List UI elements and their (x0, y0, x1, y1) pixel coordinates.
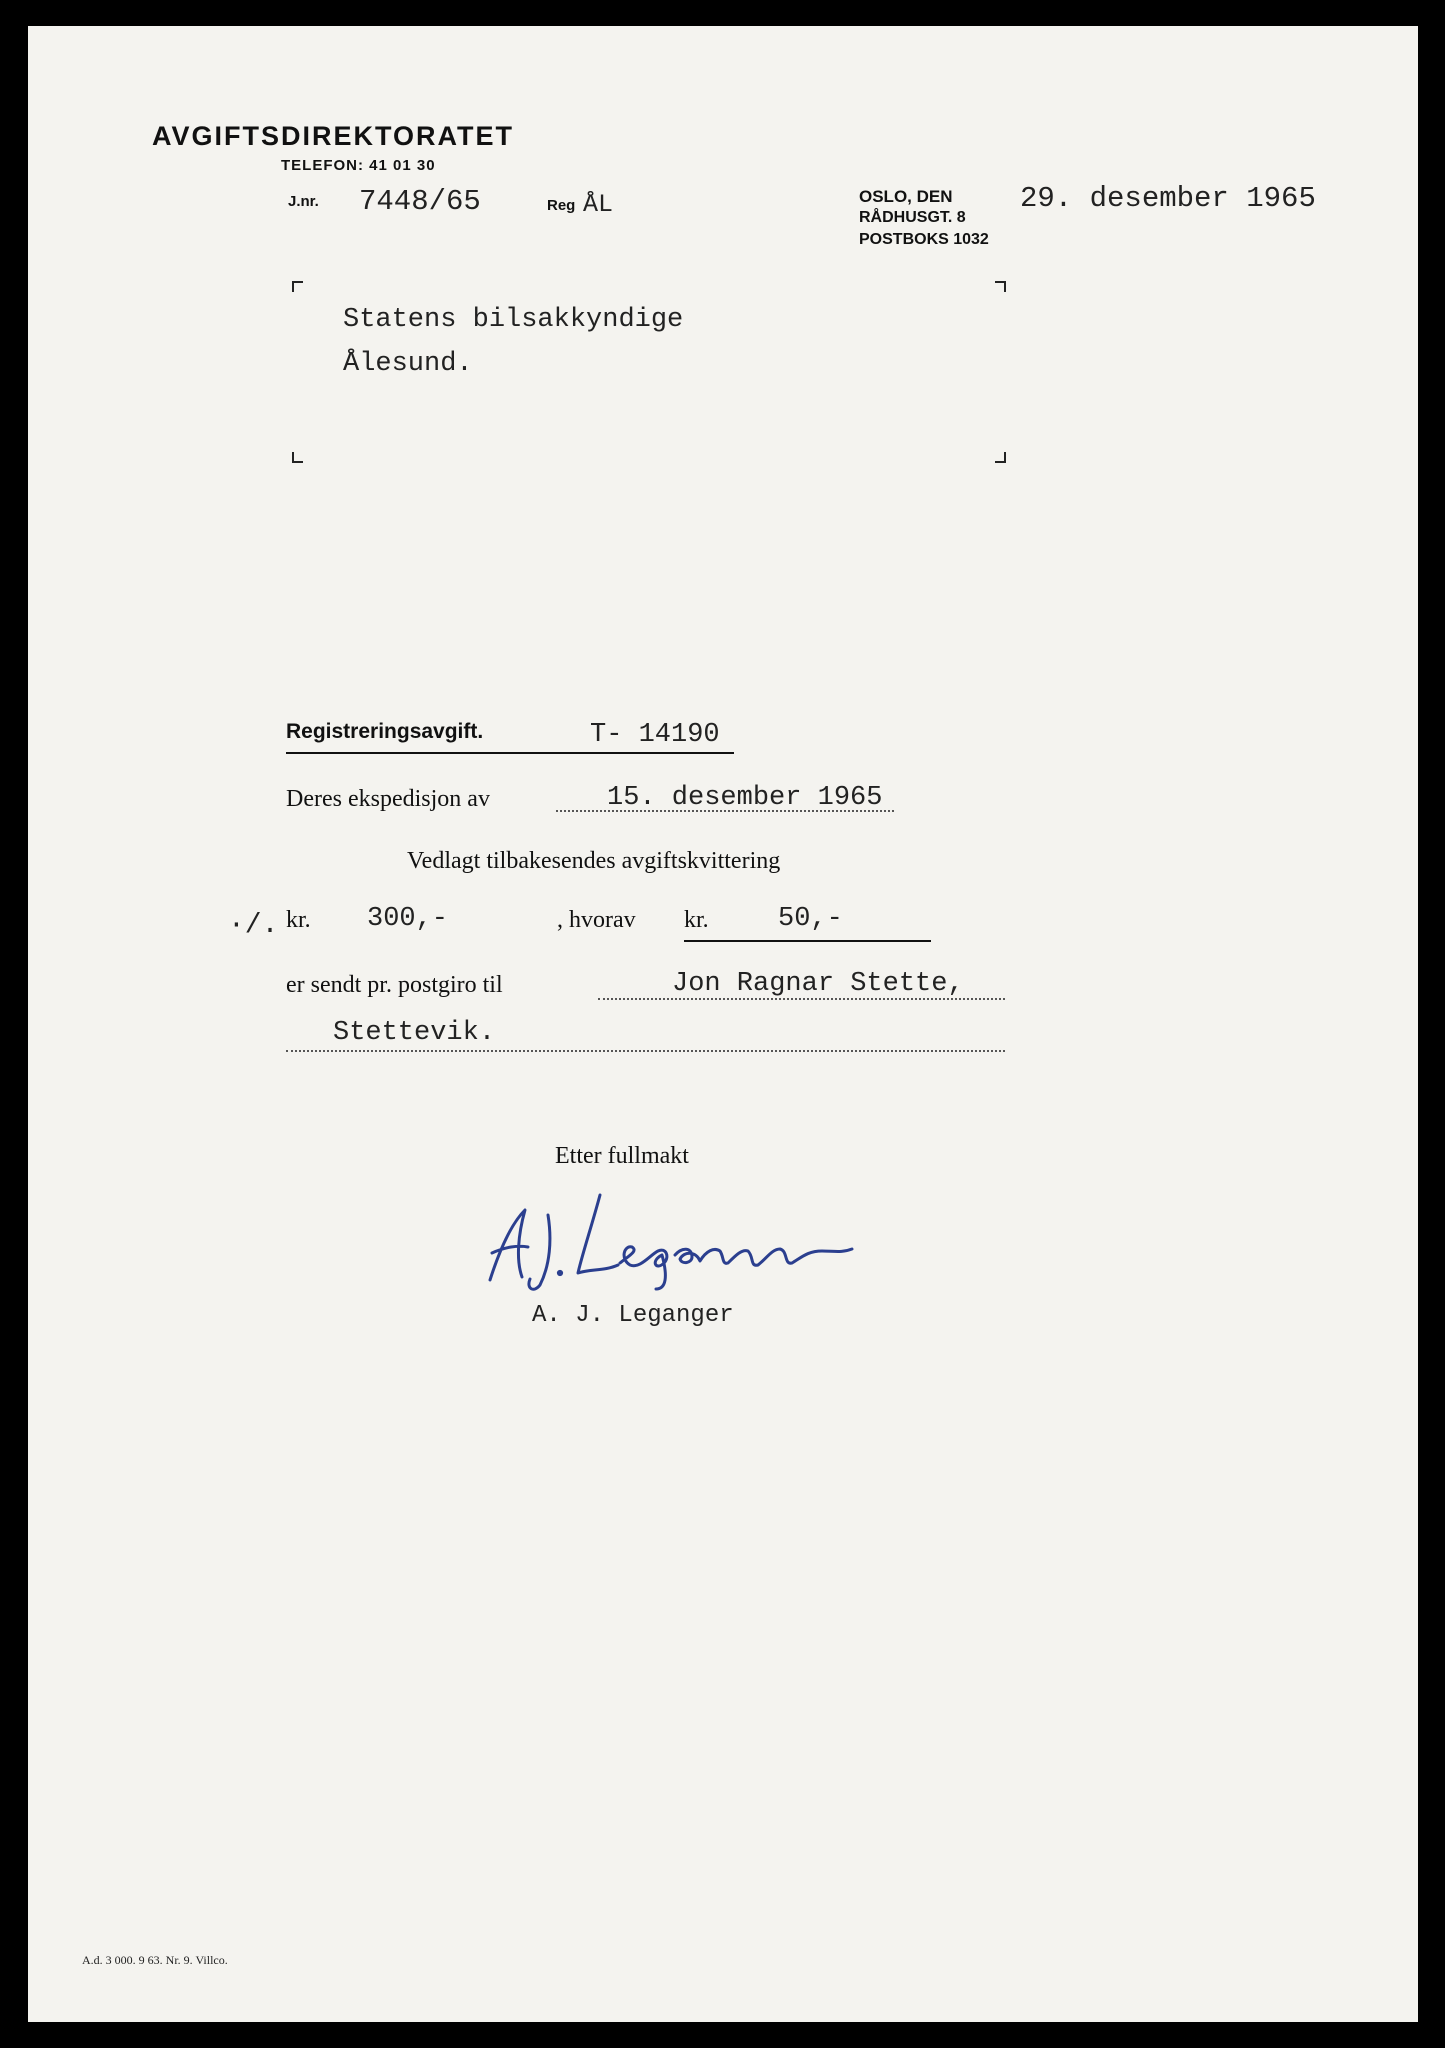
address-corner-tr (995, 281, 1006, 292)
hvorav-label: , hvorav (557, 907, 636, 933)
subject-value: T- 14190 (590, 720, 720, 750)
letter-date: 29. desember 1965 (1020, 182, 1316, 215)
subject-underline (286, 752, 734, 754)
address-corner-br (995, 452, 1006, 463)
handwritten-signature (470, 1185, 870, 1295)
reg-label: Reg (547, 197, 576, 214)
recipient-line-1: Statens bilsakkyndige (343, 305, 684, 335)
print-code: A.d. 3 000. 9 63. Nr. 9. Villco. (82, 1953, 228, 1967)
expedition-label: Deres ekspedisjon av (286, 786, 490, 812)
po-box: POSTBOKS 1032 (859, 231, 989, 248)
amount: 300,- (367, 904, 449, 934)
org-name: AVGIFTSDIREKTORATET (152, 121, 514, 151)
payee-name: Jon Ragnar Stette, (672, 969, 964, 999)
jnr-label: J.nr. (288, 193, 319, 210)
amount-2: 50,- (778, 904, 843, 934)
telephone: TELEFON: 41 01 30 (281, 157, 436, 174)
jnr-value: 7448/65 (359, 185, 481, 218)
kr-label: kr. (286, 907, 311, 933)
street-address: RÅDHUSGT. 8 (859, 209, 966, 226)
place-label: OSLO, DEN (859, 187, 953, 206)
expedition-date: 15. desember 1965 (607, 783, 883, 813)
kr-label-2: kr. (684, 907, 709, 933)
authority-text: Etter fullmakt (555, 1143, 689, 1169)
returned-text: Vedlagt tilbakesendes avgiftskvittering (407, 848, 781, 874)
recipient-line-2: Ålesund. (343, 349, 473, 379)
letter-page (28, 26, 1418, 2022)
signatory-name: A. J. Leganger (532, 1302, 734, 1329)
address-corner-bl (292, 452, 303, 463)
address-corner-tl (292, 281, 303, 292)
amount-2-underline (684, 940, 931, 942)
subject-label: Registreringsavgift. (286, 720, 484, 743)
postgiro-label: er sendt pr. postgiro til (286, 972, 503, 998)
payee-place-dotline (286, 1050, 1005, 1052)
payee-place: Stettevik. (333, 1018, 496, 1048)
enclosure-mark: ·/. (228, 910, 279, 941)
reg-value: ÅL (583, 190, 614, 219)
